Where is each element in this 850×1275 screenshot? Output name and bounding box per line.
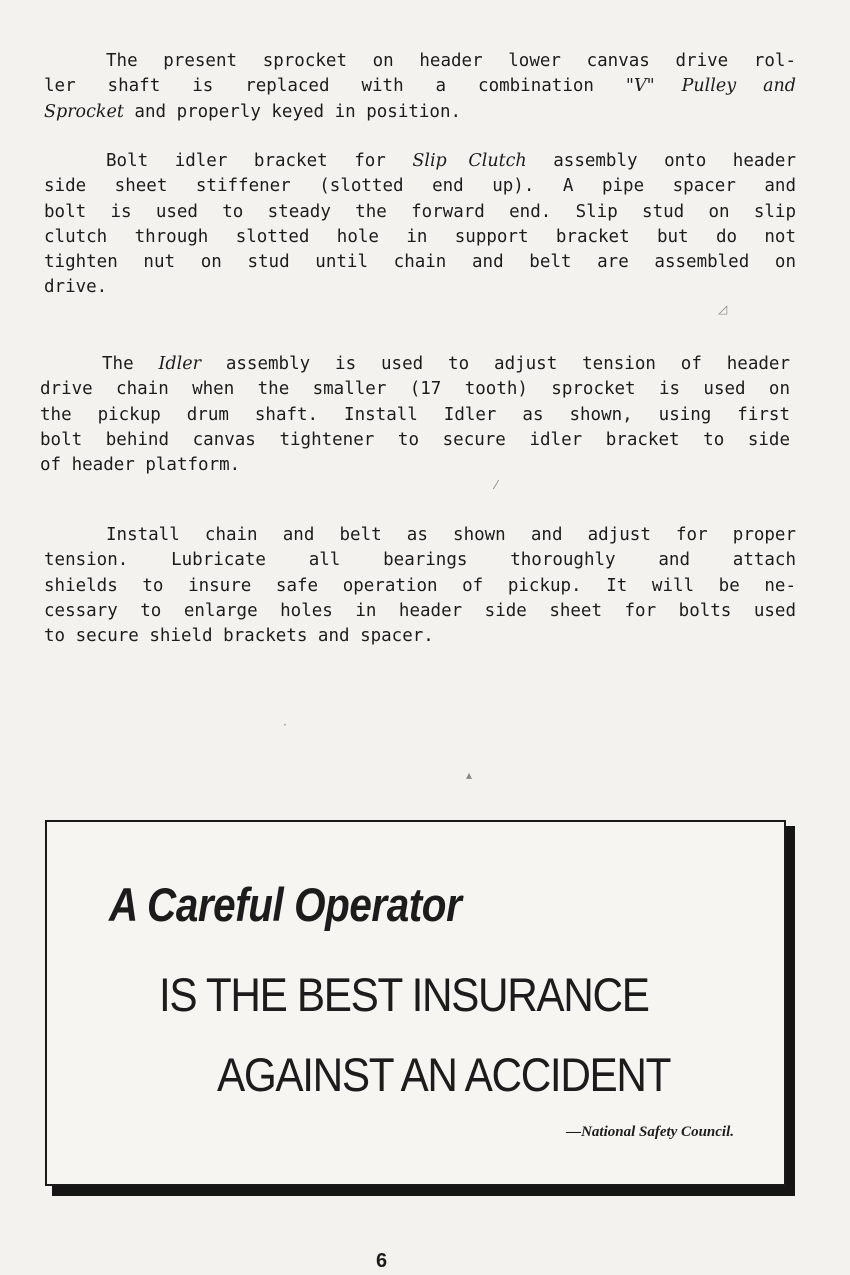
- text-line: drive chain when the smaller (17 tooth) sprocket is used on: [40, 379, 790, 400]
- italic-term: Sprocket: [44, 101, 124, 122]
- text-line: side sheet stiffener (slotted end up). A pipe spacer and: [44, 176, 796, 197]
- safety-slogan-line: AGAINST AN ACCIDENT: [217, 1048, 671, 1101]
- text-line: The present sprocket on header lower canvas drive rol-: [106, 51, 796, 71]
- paragraph-sprocket-replacement: [44, 49, 796, 125]
- text-line: to secure shield brackets and spacer.: [44, 626, 434, 647]
- text-line: The Idler assembly is used to adjust tension of header: [102, 354, 790, 374]
- text-line: of header platform.: [40, 455, 241, 476]
- text-line: cessary to enlarge holes in header side sheet for bolts used: [44, 600, 796, 621]
- print-speck: ·: [283, 718, 287, 732]
- italic-term: Idler: [158, 354, 201, 374]
- text-line: bolt behind canvas tightener to secure idler bracket to side: [40, 429, 790, 450]
- safety-headline: A Careful Operator: [109, 878, 462, 931]
- text-line: Install chain and belt as shown and adjust for proper: [106, 525, 796, 545]
- paragraph-idler-assembly: [40, 352, 790, 478]
- print-speck: ◿: [718, 302, 728, 316]
- text-line: shields to insure safe operation of pickup. It will be ne-: [44, 575, 796, 596]
- text-line: Sprocket and properly keyed in position.: [44, 101, 462, 122]
- safety-credit: —National Safety Council.: [566, 1124, 734, 1140]
- text-line: clutch through slotted hole in support bracket but do not: [44, 226, 796, 247]
- text-line: bolt is used to steady the forward end. Slip stud on slip: [44, 201, 796, 222]
- text-line: Bolt idler bracket for Slip Clutch assembly onto header: [106, 151, 796, 171]
- paragraph-chain-belt-install: [44, 523, 796, 649]
- print-speck: ⁄: [495, 478, 498, 492]
- text-line: drive.: [44, 277, 108, 298]
- text-line: the pickup drum shaft. Install Idler as shown, using first: [40, 404, 790, 425]
- page-number: 6: [376, 1250, 388, 1272]
- text-line: tighten nut on stud until chain and belt are assembled on: [44, 252, 796, 273]
- text-line: tension. Lubricate all bearings thoroughly and attach: [44, 550, 796, 571]
- italic-term: "V" Pulley and: [625, 76, 796, 97]
- text-line: ler shaft is replaced with a combination "V" Pulley and: [44, 76, 796, 97]
- italic-term: Slip Clutch: [412, 151, 527, 171]
- safety-slogan-box: [45, 820, 786, 1186]
- paragraph-slip-clutch: [44, 149, 796, 301]
- print-speck: ▴: [466, 768, 473, 782]
- safety-slogan-line: IS THE BEST INSURANCE: [159, 968, 649, 1021]
